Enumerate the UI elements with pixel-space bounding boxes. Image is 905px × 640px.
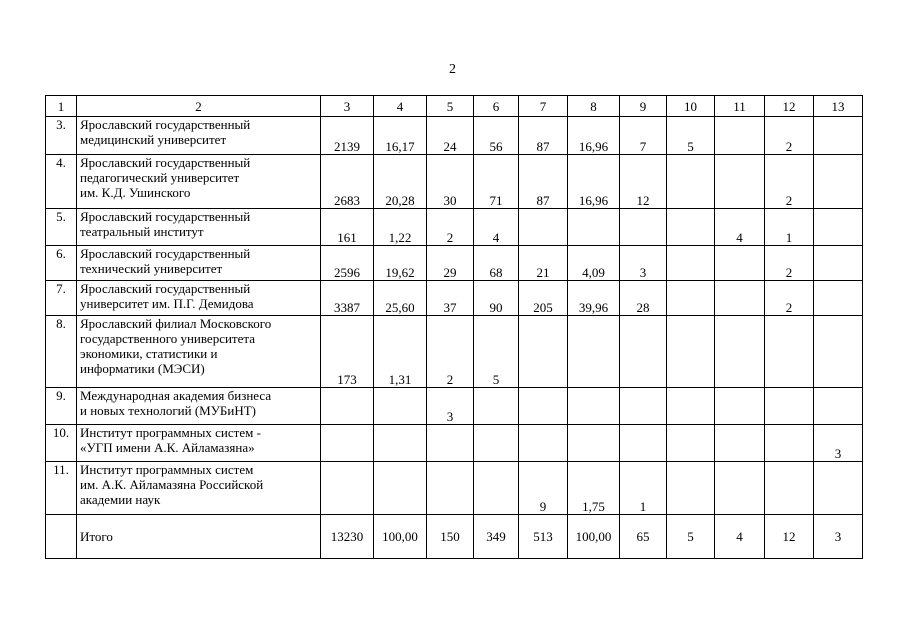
value-cell bbox=[667, 209, 715, 246]
value-cell: 2 bbox=[765, 246, 814, 281]
institution-name-cell: Итого bbox=[77, 515, 321, 559]
table-row bbox=[46, 462, 863, 515]
value-cell: 2 bbox=[765, 155, 814, 209]
row-number-cell bbox=[46, 515, 77, 559]
value-cell: 16,17 bbox=[374, 117, 427, 155]
value-cell: 4 bbox=[715, 515, 765, 559]
institution-name-cell: Ярославский государственный педагогический университет им. К.Д. Ушинского bbox=[77, 155, 321, 209]
value-cell bbox=[620, 209, 667, 246]
value-cell: 13230 bbox=[321, 515, 374, 559]
value-cell bbox=[568, 316, 620, 388]
value-cell bbox=[667, 462, 715, 515]
header-row bbox=[46, 96, 863, 117]
value-cell bbox=[814, 155, 863, 209]
row-number-cell: 9. bbox=[46, 388, 77, 425]
value-cell: 4 bbox=[715, 209, 765, 246]
value-cell: 205 bbox=[519, 281, 568, 316]
value-cell bbox=[568, 388, 620, 425]
value-cell: 71 bbox=[474, 155, 519, 209]
value-cell: 37 bbox=[427, 281, 474, 316]
value-cell bbox=[667, 281, 715, 316]
value-cell: 29 bbox=[427, 246, 474, 281]
value-cell bbox=[519, 425, 568, 462]
value-cell bbox=[814, 462, 863, 515]
header-cell: 4 bbox=[374, 96, 427, 117]
value-cell bbox=[814, 209, 863, 246]
value-cell: 1 bbox=[620, 462, 667, 515]
header-cell: 6 bbox=[474, 96, 519, 117]
value-cell: 100,00 bbox=[568, 515, 620, 559]
value-cell: 25,60 bbox=[374, 281, 427, 316]
value-cell bbox=[765, 425, 814, 462]
value-cell bbox=[620, 388, 667, 425]
row-number-cell: 8. bbox=[46, 316, 77, 388]
header-cell: 11 bbox=[715, 96, 765, 117]
value-cell: 173 bbox=[321, 316, 374, 388]
value-cell bbox=[427, 462, 474, 515]
value-cell: 2139 bbox=[321, 117, 374, 155]
row-number-cell: 6. bbox=[46, 246, 77, 281]
value-cell: 4 bbox=[474, 209, 519, 246]
statistics-table bbox=[45, 95, 863, 559]
value-cell bbox=[568, 425, 620, 462]
value-cell: 1,75 bbox=[568, 462, 620, 515]
value-cell bbox=[374, 462, 427, 515]
value-cell: 28 bbox=[620, 281, 667, 316]
value-cell: 150 bbox=[427, 515, 474, 559]
value-cell bbox=[374, 425, 427, 462]
value-cell bbox=[715, 316, 765, 388]
value-cell: 21 bbox=[519, 246, 568, 281]
table-row bbox=[46, 246, 863, 281]
institution-name-cell: Ярославский государственный медицинский университет bbox=[77, 117, 321, 155]
table-row bbox=[46, 425, 863, 462]
value-cell bbox=[765, 316, 814, 388]
value-cell bbox=[427, 425, 474, 462]
value-cell: 1,22 bbox=[374, 209, 427, 246]
table-row bbox=[46, 155, 863, 209]
value-cell: 9 bbox=[519, 462, 568, 515]
value-cell bbox=[667, 425, 715, 462]
value-cell: 3 bbox=[814, 425, 863, 462]
institution-name-cell: Ярославский государственный технический университет bbox=[77, 246, 321, 281]
header-cell: 7 bbox=[519, 96, 568, 117]
value-cell: 65 bbox=[620, 515, 667, 559]
value-cell bbox=[374, 388, 427, 425]
value-cell bbox=[474, 462, 519, 515]
table-row bbox=[46, 281, 863, 316]
value-cell bbox=[765, 462, 814, 515]
table-row bbox=[46, 117, 863, 155]
total-row bbox=[46, 515, 863, 559]
value-cell bbox=[814, 117, 863, 155]
value-cell: 30 bbox=[427, 155, 474, 209]
value-cell: 16,96 bbox=[568, 155, 620, 209]
value-cell: 4,09 bbox=[568, 246, 620, 281]
value-cell bbox=[715, 425, 765, 462]
value-cell: 24 bbox=[427, 117, 474, 155]
value-cell: 7 bbox=[620, 117, 667, 155]
value-cell: 90 bbox=[474, 281, 519, 316]
value-cell bbox=[519, 316, 568, 388]
value-cell: 2 bbox=[765, 281, 814, 316]
institution-name-cell: Международная академия бизнеса и новых технологий (МУБиНТ) bbox=[77, 388, 321, 425]
value-cell: 3 bbox=[620, 246, 667, 281]
value-cell: 1,31 bbox=[374, 316, 427, 388]
value-cell bbox=[667, 155, 715, 209]
value-cell: 5 bbox=[667, 117, 715, 155]
value-cell bbox=[667, 388, 715, 425]
value-cell: 19,62 bbox=[374, 246, 427, 281]
value-cell bbox=[715, 246, 765, 281]
header-cell: 13 bbox=[814, 96, 863, 117]
value-cell: 12 bbox=[620, 155, 667, 209]
row-number-cell: 3. bbox=[46, 117, 77, 155]
value-cell: 56 bbox=[474, 117, 519, 155]
value-cell bbox=[321, 462, 374, 515]
value-cell bbox=[519, 209, 568, 246]
value-cell bbox=[620, 316, 667, 388]
value-cell: 2 bbox=[427, 209, 474, 246]
header-cell: 10 bbox=[667, 96, 715, 117]
value-cell bbox=[814, 316, 863, 388]
value-cell bbox=[620, 425, 667, 462]
value-cell bbox=[474, 388, 519, 425]
value-cell: 1 bbox=[765, 209, 814, 246]
value-cell bbox=[474, 425, 519, 462]
header-cell: 1 bbox=[46, 96, 77, 117]
value-cell bbox=[715, 117, 765, 155]
value-cell bbox=[321, 388, 374, 425]
header-cell: 8 bbox=[568, 96, 620, 117]
value-cell: 12 bbox=[765, 515, 814, 559]
table-row bbox=[46, 209, 863, 246]
value-cell bbox=[715, 388, 765, 425]
header-cell: 9 bbox=[620, 96, 667, 117]
row-number-cell: 11. bbox=[46, 462, 77, 515]
value-cell: 513 bbox=[519, 515, 568, 559]
value-cell bbox=[667, 316, 715, 388]
value-cell: 5 bbox=[667, 515, 715, 559]
value-cell: 16,96 bbox=[568, 117, 620, 155]
value-cell: 2 bbox=[427, 316, 474, 388]
value-cell: 87 bbox=[519, 117, 568, 155]
institution-name-cell: Ярославский государственный университет им. П.Г. Демидова bbox=[77, 281, 321, 316]
value-cell: 349 bbox=[474, 515, 519, 559]
header-cell: 3 bbox=[321, 96, 374, 117]
value-cell bbox=[765, 388, 814, 425]
value-cell: 39,96 bbox=[568, 281, 620, 316]
row-number-cell: 4. bbox=[46, 155, 77, 209]
value-cell bbox=[715, 462, 765, 515]
value-cell bbox=[519, 388, 568, 425]
value-cell bbox=[715, 281, 765, 316]
value-cell: 68 bbox=[474, 246, 519, 281]
value-cell: 20,28 bbox=[374, 155, 427, 209]
institution-name-cell: Институт программных систем - «УГП имени А.К. Айламазяна» bbox=[77, 425, 321, 462]
institution-name-cell: Ярославский филиал Московского государственного университета экономики, статистики и информатики (МЭСИ) bbox=[77, 316, 321, 388]
institution-name-cell: Ярославский государственный театральный институт bbox=[77, 209, 321, 246]
table-row bbox=[46, 388, 863, 425]
value-cell bbox=[814, 388, 863, 425]
row-number-cell: 7. bbox=[46, 281, 77, 316]
value-cell bbox=[814, 246, 863, 281]
value-cell: 2683 bbox=[321, 155, 374, 209]
value-cell: 3 bbox=[427, 388, 474, 425]
value-cell: 2596 bbox=[321, 246, 374, 281]
table-row bbox=[46, 316, 863, 388]
value-cell: 3 bbox=[814, 515, 863, 559]
value-cell bbox=[814, 281, 863, 316]
value-cell bbox=[321, 425, 374, 462]
row-number-cell: 5. bbox=[46, 209, 77, 246]
header-cell: 5 bbox=[427, 96, 474, 117]
value-cell: 161 bbox=[321, 209, 374, 246]
value-cell: 87 bbox=[519, 155, 568, 209]
value-cell bbox=[667, 246, 715, 281]
value-cell bbox=[715, 155, 765, 209]
header-cell: 12 bbox=[765, 96, 814, 117]
value-cell: 100,00 bbox=[374, 515, 427, 559]
value-cell: 5 bbox=[474, 316, 519, 388]
value-cell bbox=[568, 209, 620, 246]
institution-name-cell: Институт программных систем им. А.К. Айламазяна Российской академии наук bbox=[77, 462, 321, 515]
header-cell: 2 bbox=[77, 96, 321, 117]
value-cell: 3387 bbox=[321, 281, 374, 316]
value-cell: 2 bbox=[765, 117, 814, 155]
row-number-cell: 10. bbox=[46, 425, 77, 462]
page-number: 2 bbox=[449, 62, 456, 77]
